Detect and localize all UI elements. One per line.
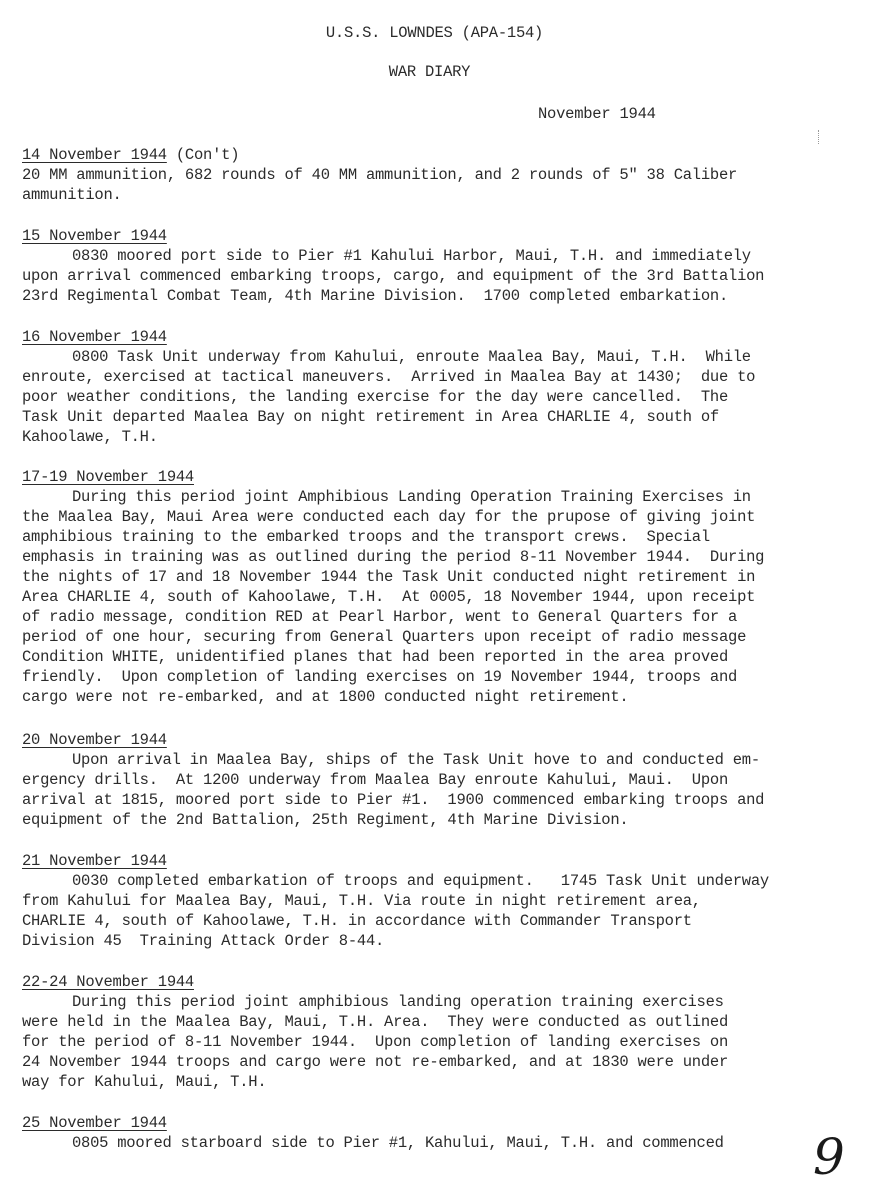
entry-line: amphibious training to the embarked troops and the transport crews. Special — [22, 528, 710, 546]
entry-line: 0805 moored starboard side to Pier #1, Kahului, Maui, T.H. and commenced — [72, 1134, 724, 1152]
entry-line: way for Kahului, Maui, T.H. — [22, 1073, 267, 1091]
entry-line: Kahoolawe, T.H. — [22, 428, 158, 446]
doc-title: WAR DIARY — [388, 63, 471, 81]
entry-line: ergency drills. At 1200 underway from Maalea Bay enroute Kahului, Maui. Upon — [22, 771, 729, 789]
entry-line: Area CHARLIE 4, south of Kahoolawe, T.H. At 0005, 18 November 1944, upon receipt — [22, 588, 756, 606]
entry-line: from Kahului for Maalea Bay, Maui, T.H. Via route in night retirement area, — [22, 892, 701, 910]
page-number: 9 — [813, 1128, 845, 1186]
entry-line: 24 November 1944 troops and cargo were not re-embarked, and at 1830 were under — [22, 1053, 729, 1071]
entry-line: period of one hour, securing from General Quarters upon receipt of radio message — [22, 628, 747, 646]
entry-date-15-nov: 15 November 1944 — [22, 227, 167, 245]
entry-line: emphasis in training was as outlined during the period 8-11 November 1944. During — [22, 548, 765, 566]
entry-date-20-nov: 20 November 1944 — [22, 731, 167, 749]
entry-line: 0830 moored port side to Pier #1 Kahului Harbor, Maui, T.H. and immediately — [72, 247, 751, 265]
entry-line: 23rd Regimental Combat Team, 4th Marine Division. 1700 completed embarkation. — [22, 287, 729, 305]
entry-date-22-24-nov: 22-24 November 1944 — [22, 973, 194, 991]
entry-line: 0800 Task Unit underway from Kahului, enroute Maalea Bay, Maui, T.H. While — [72, 348, 751, 366]
entry-line: equipment of the 2nd Battalion, 25th Regiment, 4th Marine Division. — [22, 811, 629, 829]
entry-line: of radio message, condition RED at Pearl Harbor, went to General Quarters for a — [22, 608, 738, 626]
entry-date-17-19-nov: 17-19 November 1944 — [22, 468, 194, 486]
entry-line: During this period joint amphibious landing operation training exercises — [72, 993, 724, 1011]
entry-line: poor weather conditions, the landing exercise for the day were cancelled. The — [22, 388, 729, 406]
entry-line: 0030 completed embarkation of troops and equipment. 1745 Task Unit underway — [72, 872, 769, 890]
entry-line: for the period of 8-11 November 1944. Upon completion of landing exercises on — [22, 1033, 729, 1051]
entry-line: Task Unit departed Maalea Bay on night retirement in Area CHARLIE 4, south of — [22, 408, 719, 426]
entry-line: Upon arrival in Maalea Bay, ships of the Task Unit hove to and conducted em- — [72, 751, 760, 769]
entry-date-25-nov: 25 November 1944 — [22, 1114, 167, 1132]
entry-line: cargo were not re-embarked, and at 1800 conducted night retirement. — [22, 688, 629, 706]
entry-line: Condition WHITE, unidentified planes that had been reported in the area proved — [22, 648, 729, 666]
entry-date-21-nov: 21 November 1944 — [22, 852, 167, 870]
entry-line: the nights of 17 and 18 November 1944 the Task Unit conducted night retirement in — [22, 568, 756, 586]
entry-line: CHARLIE 4, south of Kahoolawe, T.H. in accordance with Commander Transport — [22, 912, 692, 930]
entry-line: arrival at 1815, moored port side to Pier #1. 1900 commenced embarking troops and — [22, 791, 765, 809]
month-heading: November 1944 — [538, 105, 656, 123]
entry-line: upon arrival commenced embarking troops, cargo, and equipment of the 3rd Battalion — [22, 267, 765, 285]
scan-mark — [818, 130, 822, 144]
entry-date-16-nov: 16 November 1944 — [22, 328, 167, 346]
entry-line: During this period joint Amphibious Landing Operation Training Exercises in — [72, 488, 751, 506]
entry-line: ammunition. — [22, 186, 122, 204]
entry-line: were held in the Maalea Bay, Maui, T.H. Area. They were conducted as outlined — [22, 1013, 729, 1031]
entry-line: friendly. Upon completion of landing exercises on 19 November 1944, troops and — [22, 668, 738, 686]
entry-line: 20 MM ammunition, 682 rounds of 40 MM ammunition, and 2 rounds of 5" 38 Caliber — [22, 166, 738, 184]
entry-line: the Maalea Bay, Maui Area were conducted each day for the prupose of giving joint — [22, 508, 756, 526]
entry-line: Division 45 Training Attack Order 8-44. — [22, 932, 385, 950]
entry-line: enroute, exercised at tactical maneuvers. Arrived in Maalea Bay at 1430; due to — [22, 368, 756, 386]
ship-title: U.S.S. LOWNDES (APA-154) — [325, 24, 544, 42]
entry-date-14-nov: 14 November 1944 (Con't) — [22, 146, 240, 164]
